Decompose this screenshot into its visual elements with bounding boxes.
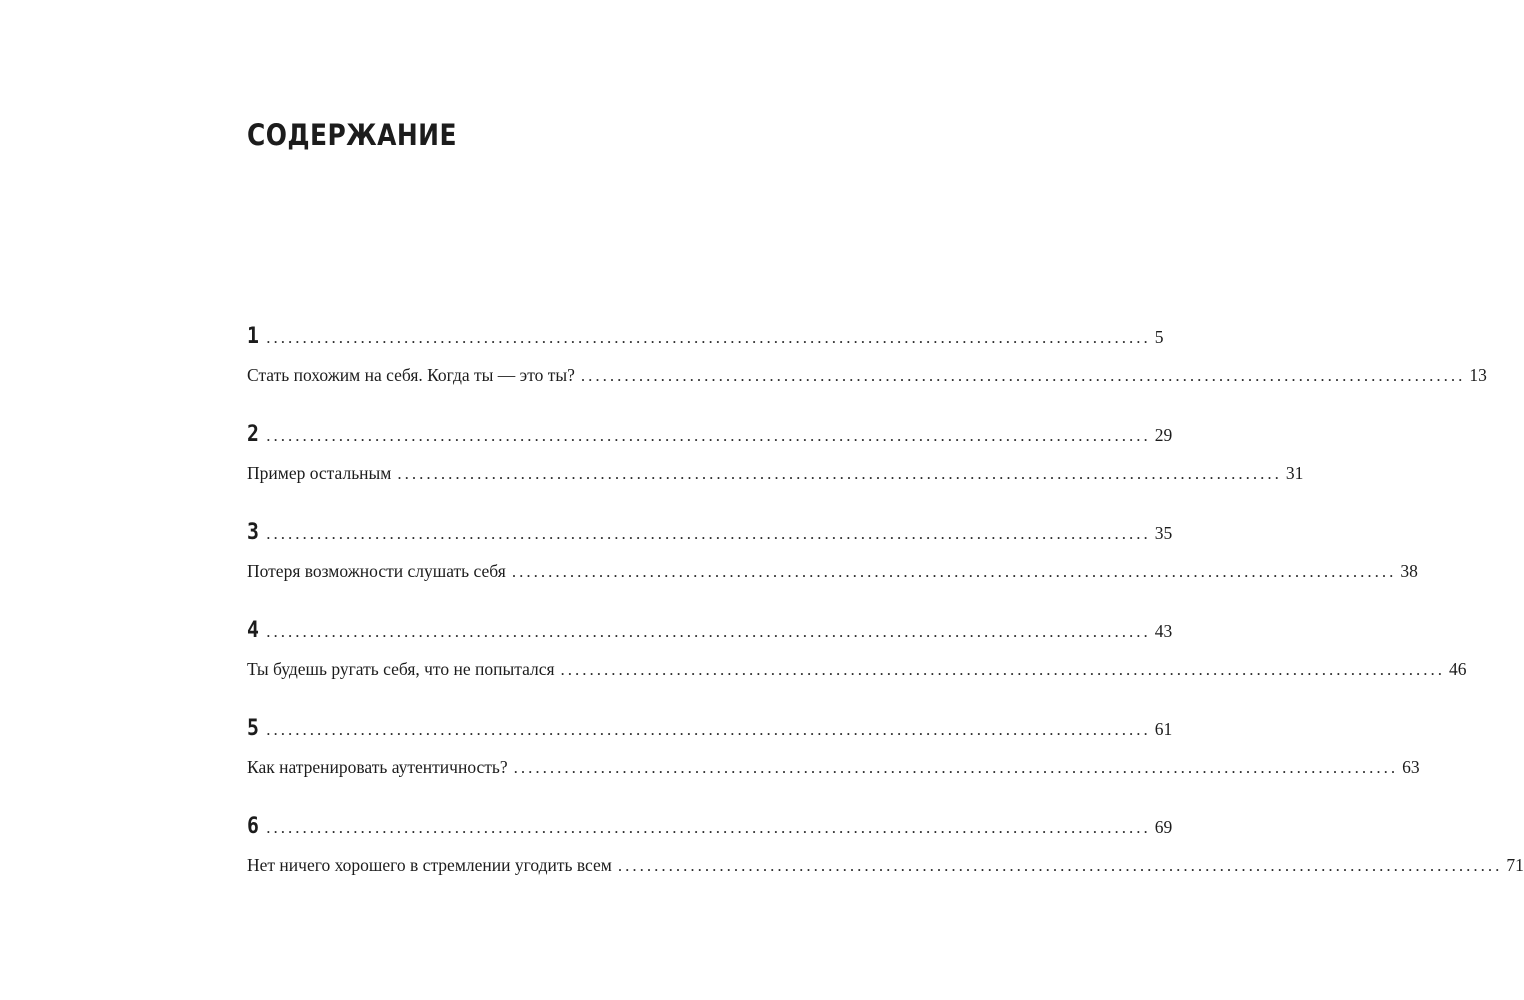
toc-chapter-2 xyxy=(247,416,1304,514)
toc-chapter-title-row[interactable] xyxy=(247,650,1467,688)
toc-chapter-number-row[interactable] xyxy=(247,416,1173,454)
dot-leader: .......................................................................................................................... xyxy=(266,622,1151,641)
dot-leader: .......................................................................................................................... xyxy=(266,720,1151,739)
dot-leader: .......................................................................................................................... xyxy=(580,366,1466,385)
table-of-contents xyxy=(247,318,1524,906)
toc-chapter-number-row[interactable] xyxy=(247,318,1164,356)
page-number: 35 xyxy=(1154,523,1173,543)
page-number: 43 xyxy=(1154,621,1173,641)
dot-leader: .......................................................................................................................... xyxy=(397,464,1282,483)
chapter-number: 3 xyxy=(247,520,259,545)
dot-leader: .......................................................................................................................... xyxy=(266,524,1151,543)
chapter-title: Ты будешь ругать себя, что не попытался xyxy=(247,659,555,679)
dot-leader: .......................................................................................................................... xyxy=(511,562,1397,581)
toc-chapter-title-row[interactable] xyxy=(247,748,1420,786)
toc-chapter-1 xyxy=(247,318,1487,416)
dot-leader: .......................................................................................................................... xyxy=(513,758,1399,777)
toc-chapter-number-row[interactable] xyxy=(247,808,1173,846)
page-number: 31 xyxy=(1285,463,1304,483)
dot-leader: .......................................................................................................................... xyxy=(266,818,1151,837)
page-number: 29 xyxy=(1154,425,1173,445)
page-number: 69 xyxy=(1154,817,1173,837)
page-number: 71 xyxy=(1506,855,1524,875)
page-number: 61 xyxy=(1154,719,1173,739)
chapter-title: Нет ничего хорошего в стремлении угодить всем xyxy=(247,855,612,875)
toc-chapter-6 xyxy=(247,808,1524,906)
page-number: 46 xyxy=(1449,659,1467,679)
toc-chapter-title-row[interactable] xyxy=(247,356,1487,394)
toc-chapter-title-row[interactable] xyxy=(247,552,1418,590)
toc-chapter-number-row[interactable] xyxy=(247,710,1173,748)
dot-leader: .......................................................................................................................... xyxy=(266,328,1151,347)
toc-chapter-4 xyxy=(247,612,1467,710)
page-number: 63 xyxy=(1402,757,1420,777)
chapter-number: 1 xyxy=(247,324,259,349)
chapter-title: Стать похожим на себя. Когда ты — это ты? xyxy=(247,365,575,385)
chapter-title: Как натренировать аутентичность? xyxy=(247,757,508,777)
toc-chapter-5 xyxy=(247,710,1420,808)
page-number: 38 xyxy=(1400,561,1418,581)
chapter-number: 4 xyxy=(247,618,259,643)
chapter-title: Потеря возможности слушать себя xyxy=(247,561,506,581)
toc-chapter-title-row[interactable] xyxy=(247,454,1304,492)
toc-chapter-3 xyxy=(247,514,1418,612)
dot-leader: .......................................................................................................................... xyxy=(560,660,1446,679)
chapter-title: Пример остальным xyxy=(247,463,392,483)
toc-chapter-number-row[interactable] xyxy=(247,612,1173,650)
chapter-number: 2 xyxy=(247,422,259,447)
page-title: СОДЕРЖАНИЕ xyxy=(247,118,457,152)
chapter-number: 6 xyxy=(247,814,259,839)
dot-leader: .......................................................................................................................... xyxy=(266,426,1151,445)
page-number: 13 xyxy=(1469,365,1487,385)
toc-chapter-title-row[interactable] xyxy=(247,846,1524,884)
page-number: 5 xyxy=(1154,327,1164,347)
dot-leader: .......................................................................................................................... xyxy=(617,856,1503,875)
toc-chapter-number-row[interactable] xyxy=(247,514,1173,552)
chapter-number: 5 xyxy=(247,716,259,741)
